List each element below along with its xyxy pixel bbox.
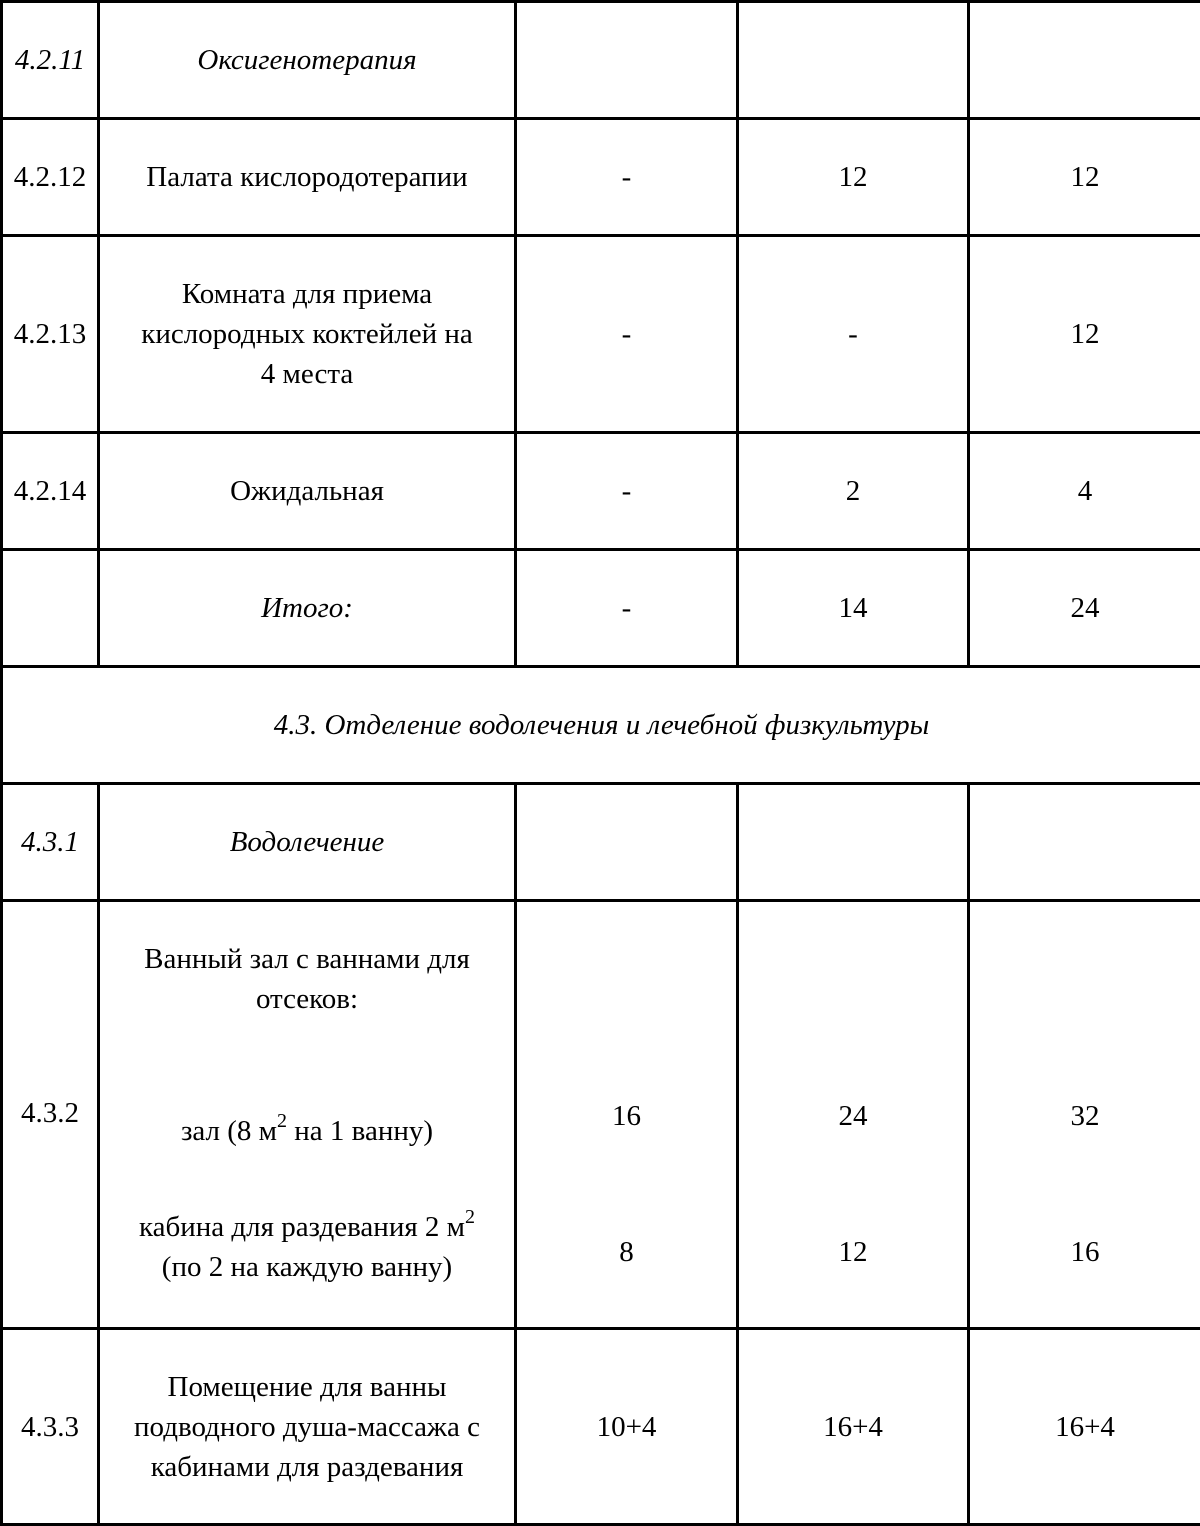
value-cell-col3: 4 xyxy=(969,433,1200,550)
total-label-cell: Итого: xyxy=(99,550,516,667)
room-name-line: Помещение для ванны xyxy=(106,1367,508,1407)
row-number-cell: 4.2.14 xyxy=(2,433,99,550)
room-name-cell xyxy=(99,236,516,433)
table-row-bath-hall xyxy=(2,901,1200,1329)
value-cell-col3 xyxy=(969,2,1200,119)
room-name-line: 4 места xyxy=(106,354,508,394)
cabin-area-label-line2: (по 2 на каждую ванну) xyxy=(106,1247,508,1287)
row-number-cell: 4.2.11 xyxy=(2,2,99,119)
section-heading-row xyxy=(2,667,1200,784)
value-cell-col1 xyxy=(516,901,738,1329)
room-name-cell: Водолечение xyxy=(99,784,516,901)
room-name-line: подводного душа-массажа с xyxy=(106,1407,508,1447)
room-name-cell xyxy=(99,1329,516,1525)
value-cell-col3 xyxy=(969,901,1200,1329)
value-cell-col1: - xyxy=(516,236,738,433)
row-number-cell: 4.3.1 xyxy=(2,784,99,901)
cabin-area-value: 8 xyxy=(523,1232,730,1272)
row-number-cell: 4.3.3 xyxy=(2,1329,99,1525)
table-row xyxy=(2,784,1200,901)
hall-area-value: 32 xyxy=(976,1096,1194,1136)
value-cell-col3 xyxy=(969,784,1200,901)
row-number-cell: 4.3.2 xyxy=(2,901,99,1329)
table-row xyxy=(2,1329,1200,1525)
cabin-area-value: 16 xyxy=(976,1232,1194,1272)
table-row xyxy=(2,2,1200,119)
value-cell-col2 xyxy=(738,2,969,119)
value-cell-col1: 10+4 xyxy=(516,1329,738,1525)
value-cell-col3: 12 xyxy=(969,119,1200,236)
table-row xyxy=(2,236,1200,433)
value-cell-col1 xyxy=(516,784,738,901)
value-cell-col3: 16+4 xyxy=(969,1329,1200,1525)
cabin-area-value: 12 xyxy=(745,1232,961,1272)
value-cell-col3: 24 xyxy=(969,550,1200,667)
value-cell-col3: 12 xyxy=(969,236,1200,433)
hall-area-value: 24 xyxy=(745,1096,961,1136)
value-cell-col2: - xyxy=(738,236,969,433)
row-number-cell xyxy=(2,550,99,667)
value-cell-col2: 16+4 xyxy=(738,1329,969,1525)
room-name-line: Комната для приема xyxy=(106,274,508,314)
room-name-cell xyxy=(99,901,516,1329)
section-heading: 4.3. Отделение водолечения и лечебной физкультуры xyxy=(2,667,1200,784)
room-name-line: кислородных коктейлей на xyxy=(106,314,508,354)
cabin-area-label: кабина для раздевания 2 $м^2$ xyxy=(106,1207,508,1247)
row-number-cell: 4.2.12 xyxy=(2,119,99,236)
value-cell-col1: - xyxy=(516,550,738,667)
room-name-line: кабинами для раздевания xyxy=(106,1447,508,1487)
value-cell-col1: - xyxy=(516,433,738,550)
value-cell-col2: 14 xyxy=(738,550,969,667)
table-row-total xyxy=(2,550,1200,667)
table-row xyxy=(2,433,1200,550)
table-row xyxy=(2,119,1200,236)
value-cell-col2 xyxy=(738,901,969,1329)
value-cell-col2: 12 xyxy=(738,119,969,236)
hall-area-label: зал (8 $м^2$ на 1 ванну) xyxy=(106,1111,508,1151)
room-name-cell: Палата кислородотерапии xyxy=(99,119,516,236)
value-cell-col1 xyxy=(516,2,738,119)
value-cell-col1: - xyxy=(516,119,738,236)
hall-area-value: 16 xyxy=(523,1096,730,1136)
room-name-cell: Оксигенотерапия xyxy=(99,2,516,119)
bath-hall-title-line: Ванный зал с ваннами для xyxy=(106,939,508,979)
room-name-cell: Ожидальная xyxy=(99,433,516,550)
bath-hall-title-line: отсеков: xyxy=(106,979,508,1019)
value-cell-col2: 2 xyxy=(738,433,969,550)
row-number-cell: 4.2.13 xyxy=(2,236,99,433)
value-cell-col2 xyxy=(738,784,969,901)
